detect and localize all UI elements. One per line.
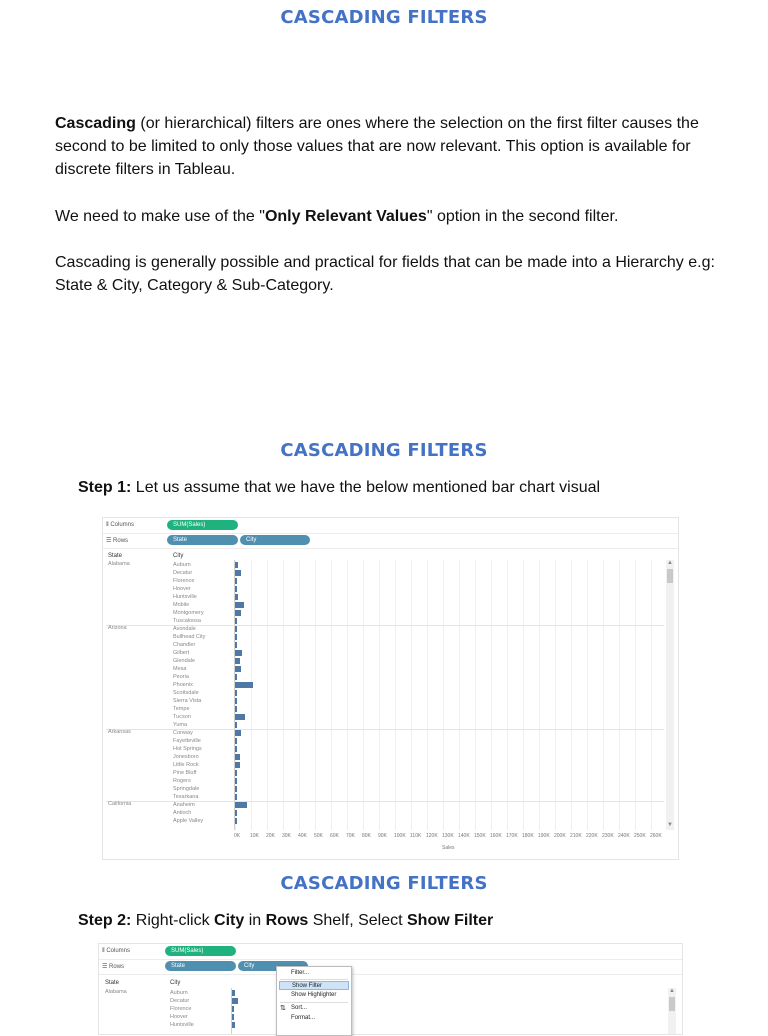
grid-line — [555, 560, 556, 830]
menu-item-sort-label: Sort... — [291, 1005, 308, 1011]
city-label: Phoenix — [173, 682, 193, 688]
city-label: Tucson — [173, 714, 191, 720]
city-label: Springdale — [173, 786, 200, 792]
city-label: Tempe — [173, 706, 190, 712]
city-label: Avondale — [173, 626, 196, 632]
city-label: Hoover — [173, 586, 191, 592]
city-label: Tuscaloosa — [173, 618, 201, 624]
step2-label: Step 2: — [78, 912, 132, 929]
city-label: Scottsdale — [173, 690, 199, 696]
bar[interactable] — [235, 810, 237, 816]
grid-line — [587, 560, 588, 830]
state-label: California — [108, 801, 132, 807]
bar[interactable] — [235, 570, 241, 576]
x-tick-label: 230K — [602, 833, 614, 839]
context-menu — [276, 966, 352, 1036]
bar[interactable] — [235, 594, 238, 600]
city-label: Bullhead City — [173, 634, 206, 640]
city-label: Florence — [173, 578, 195, 584]
bar[interactable] — [232, 1022, 235, 1028]
bar[interactable] — [235, 794, 237, 800]
city-label: Huntsville — [170, 1022, 194, 1028]
bar[interactable] — [235, 778, 237, 784]
bar[interactable] — [235, 746, 237, 752]
bar[interactable] — [232, 990, 235, 996]
bar[interactable] — [235, 578, 237, 584]
step1-line — [78, 479, 600, 497]
tableau-context-menu-screenshot — [98, 943, 683, 1035]
bar[interactable] — [235, 770, 237, 776]
state-pill[interactable]: State — [167, 535, 238, 545]
city-label: Decatur — [170, 998, 190, 1004]
grid-line — [283, 560, 284, 830]
menu-item-format[interactable]: Format... — [291, 1015, 316, 1021]
city-label: Antioch — [173, 810, 192, 816]
grid-line — [523, 560, 524, 830]
relevant-pre: We need to make use of the " — [55, 208, 265, 225]
city-label: Mesa — [173, 666, 187, 672]
x-tick-label: 30K — [282, 833, 291, 839]
sum-sales-pill-2[interactable]: SUM(Sales) — [165, 946, 236, 956]
vertical-scrollbar[interactable] — [666, 560, 674, 830]
x-tick-label: 140K — [458, 833, 470, 839]
bar[interactable] — [235, 658, 240, 664]
grid-line — [475, 560, 476, 830]
bar[interactable] — [235, 818, 237, 824]
columns-icon: ⦀ — [102, 948, 107, 954]
city-label: Auburn — [173, 562, 191, 568]
city-label: Huntsville — [173, 594, 197, 600]
rows-icon: ☰ — [102, 964, 110, 970]
definition-text: (or hierarchical) filters are ones where the selection on the first filter causes the second to be limited to only those values that are now relevant. This option is available for discrete filters in Tableau. — [55, 115, 699, 178]
grid-line — [411, 560, 412, 830]
bar[interactable] — [235, 682, 253, 688]
x-tick-label: 0K — [234, 833, 241, 839]
x-tick-label: 240K — [618, 833, 630, 839]
state-label: Arizona — [108, 625, 127, 631]
city-label: Peoria — [173, 674, 189, 680]
city-label: Apple Valley — [173, 818, 204, 824]
grid-line — [347, 560, 348, 830]
bar[interactable] — [235, 674, 237, 680]
x-tick-label: 40K — [298, 833, 307, 839]
tableau-bar-chart-screenshot — [102, 517, 679, 860]
bar[interactable] — [235, 562, 238, 568]
state-label: Alabama — [108, 561, 130, 567]
x-tick-label: 150K — [474, 833, 486, 839]
x-tick-label: 80K — [362, 833, 371, 839]
chart-area-2 — [99, 944, 682, 1034]
city-label: Mobile — [173, 602, 190, 608]
bar[interactable] — [235, 618, 237, 624]
city-label: Sierra Vista — [173, 698, 202, 704]
state-header-2: State — [105, 980, 120, 986]
relevant-post: " option in the second filter. — [426, 208, 619, 225]
city-pill[interactable]: City — [240, 535, 310, 545]
grid-line — [251, 560, 252, 830]
city-header-2: City — [170, 980, 181, 986]
x-tick-label: 250K — [634, 833, 646, 839]
grid-line — [571, 560, 572, 830]
state-label: Arkansas — [108, 729, 131, 735]
x-tick-label: 100K — [394, 833, 406, 839]
grid-line — [651, 560, 652, 830]
x-tick-label: 120K — [426, 833, 438, 839]
menu-separator — [280, 1002, 348, 1003]
paragraph-cascading-definition — [55, 112, 715, 181]
bar[interactable] — [235, 642, 237, 648]
bar[interactable] — [232, 1014, 234, 1020]
state-pill-2[interactable]: State — [165, 961, 236, 971]
grid-line — [507, 560, 508, 830]
paragraph-relevant-values — [55, 205, 715, 228]
x-tick-label: 210K — [570, 833, 582, 839]
bar[interactable] — [235, 722, 237, 728]
city-header: City — [173, 553, 184, 559]
city-label: Little Rock — [173, 762, 199, 768]
slide1-title: CASCADING FILTERS — [280, 7, 488, 28]
grid-line — [491, 560, 492, 830]
city-label: Anaheim — [173, 802, 195, 808]
city-label: Yuma — [173, 722, 188, 728]
bold-cascading: Cascading — [55, 115, 136, 132]
bar[interactable] — [235, 738, 237, 744]
grid-line — [395, 560, 396, 830]
grid-line — [635, 560, 636, 830]
grid-line — [427, 560, 428, 830]
state-label: Alabama — [105, 989, 127, 995]
city-pill-2[interactable]: City — [238, 961, 308, 971]
rows-label-2: Rows — [109, 964, 125, 970]
step2-text-3: Shelf, Select — [308, 912, 407, 929]
city-label: Rogers — [173, 778, 191, 784]
step2-show-filter: Show Filter — [407, 912, 494, 929]
city-label: Florence — [170, 1006, 192, 1012]
city-label: Texarkana — [173, 794, 199, 800]
vertical-scrollbar-2[interactable] — [668, 988, 676, 1034]
city-label: Conway — [173, 730, 193, 736]
grid-line — [363, 560, 364, 830]
rows-label: Rows — [113, 538, 129, 544]
bar[interactable] — [235, 714, 245, 720]
sum-sales-pill[interactable]: SUM(Sales) — [167, 520, 238, 530]
x-tick-label: 60K — [330, 833, 339, 839]
step2-text-1: Right-click — [131, 912, 215, 929]
grid-line — [379, 560, 380, 830]
bar[interactable] — [235, 730, 241, 736]
city-label: Glendale — [173, 658, 196, 664]
scroll-thumb-2[interactable] — [669, 997, 675, 1011]
scroll-down-icon[interactable]: ▼ — [667, 822, 673, 828]
menu-item-filter[interactable]: Filter... — [291, 970, 310, 976]
x-tick-label: 50K — [314, 833, 323, 839]
grid-line — [603, 560, 604, 830]
step2-city: City — [214, 912, 245, 929]
slide3-title: CASCADING FILTERS — [280, 873, 488, 894]
x-tick-label: 170K — [506, 833, 518, 839]
rows-icon: ☰ — [106, 538, 114, 544]
x-tick-label: 90K — [378, 833, 387, 839]
x-tick-label: 260K — [650, 833, 662, 839]
grid-line — [299, 560, 300, 830]
grid-line — [331, 560, 332, 830]
city-label: Montgomery — [173, 610, 204, 616]
x-tick-label: 10K — [250, 833, 259, 839]
paragraph-hierarchy: Cascading is generally possible and practical for fields that can be made into a Hierarchy e.g: State & City, Category & Sub-Category. — [55, 254, 715, 294]
x-tick-label: 190K — [538, 833, 550, 839]
scroll-up-icon[interactable]: ▲ — [667, 560, 673, 566]
grid-line — [443, 560, 444, 830]
bar[interactable] — [235, 762, 240, 768]
x-tick-label: 160K — [490, 833, 502, 839]
scroll-thumb[interactable] — [667, 569, 673, 583]
scroll-up-icon[interactable]: ▲ — [669, 988, 675, 994]
city-label: Fayetteville — [173, 738, 201, 744]
step2-line — [78, 912, 493, 930]
x-tick-label: 180K — [522, 833, 534, 839]
chart-area — [103, 518, 678, 859]
bar[interactable] — [235, 754, 240, 760]
bar[interactable] — [235, 802, 247, 808]
slide2-title: CASCADING FILTERS — [280, 440, 488, 461]
bar[interactable] — [235, 610, 241, 616]
menu-separator — [280, 979, 348, 980]
bar[interactable] — [235, 626, 237, 632]
city-label: Hoover — [170, 1014, 188, 1020]
bar[interactable] — [235, 690, 237, 696]
bar[interactable] — [235, 706, 237, 712]
state-header: State — [108, 553, 123, 559]
menu-item-sort[interactable] — [279, 1004, 349, 1013]
bar[interactable] — [235, 634, 237, 640]
bar[interactable] — [235, 698, 237, 704]
bar[interactable] — [235, 586, 237, 592]
city-label: Decatur — [173, 570, 193, 576]
city-label: Chandler — [173, 642, 196, 648]
x-tick-label: 20K — [266, 833, 275, 839]
bar[interactable] — [232, 1006, 234, 1012]
city-label: Jonesboro — [173, 754, 199, 760]
columns-label-2: Columns — [106, 948, 130, 954]
step2-text-2: in — [244, 912, 266, 929]
bold-only-relevant-values: Only Relevant Values — [264, 208, 427, 225]
bar[interactable] — [235, 650, 242, 656]
x-axis-title: Sales — [442, 845, 455, 851]
grid-line — [459, 560, 460, 830]
x-tick-label: 130K — [442, 833, 454, 839]
step2-rows: Rows — [265, 912, 309, 929]
x-tick-label: 70K — [346, 833, 355, 839]
x-tick-label: 110K — [410, 833, 422, 839]
grid-line — [267, 560, 268, 830]
grid-line — [539, 560, 540, 830]
city-label: Gilbert — [173, 650, 190, 656]
x-tick-label: 200K — [554, 833, 566, 839]
columns-label: Columns — [110, 522, 134, 528]
menu-item-show-highlighter[interactable]: Show Highlighter — [291, 992, 337, 998]
menu-item-show-filter[interactable]: Show Filter — [279, 981, 349, 990]
city-label: Auburn — [170, 990, 188, 996]
bar[interactable] — [235, 666, 241, 672]
city-label: Hot Springs — [173, 746, 202, 752]
bar[interactable] — [235, 786, 237, 792]
sort-icon: ⇅ — [280, 1005, 286, 1012]
bar[interactable] — [235, 602, 244, 608]
bar[interactable] — [232, 998, 238, 1004]
x-tick-label: 220K — [586, 833, 598, 839]
city-label: Pine Bluff — [173, 770, 197, 776]
columns-icon: ⦀ — [106, 522, 111, 528]
grid-line — [315, 560, 316, 830]
step1-label: Step 1: — [78, 479, 132, 496]
grid-line — [619, 560, 620, 830]
step1-text: Let us assume that we have the below mentioned bar chart visual — [131, 479, 601, 496]
